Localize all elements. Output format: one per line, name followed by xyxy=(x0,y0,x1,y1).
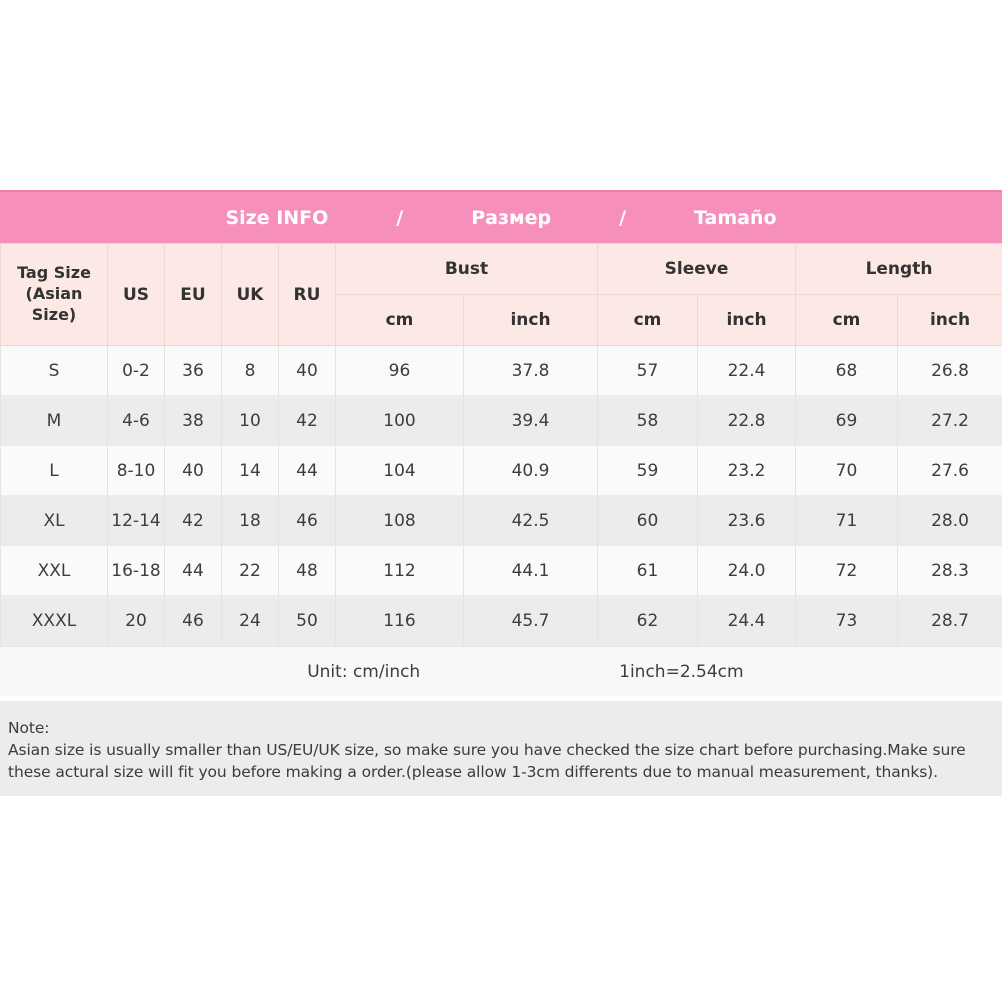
table-cell: 59 xyxy=(598,446,698,496)
tag-size-line2: (Asian Size) xyxy=(25,284,83,324)
col-header-ru: RU xyxy=(279,244,336,346)
col-header-bust-inch: inch xyxy=(464,295,598,346)
table-cell: 20 xyxy=(108,596,165,646)
table-cell: 57 xyxy=(598,346,698,396)
table-cell: 68 xyxy=(796,346,898,396)
table-cell: 24.4 xyxy=(698,596,796,646)
table-cell: 40 xyxy=(165,446,222,496)
table-row xyxy=(1,596,1002,646)
col-header-length-inch: inch xyxy=(898,295,1002,346)
table-cell: L xyxy=(1,446,108,496)
table-cell: 96 xyxy=(336,346,464,396)
table-cell: 50 xyxy=(279,596,336,646)
tag-size-line1: Tag Size xyxy=(17,263,91,283)
table-cell: 14 xyxy=(222,446,279,496)
table-cell: 48 xyxy=(279,546,336,596)
table-cell: 16-18 xyxy=(108,546,165,596)
title-tamano: Tamaño xyxy=(694,206,777,229)
col-header-bust: Bust xyxy=(336,244,598,295)
size-table-header xyxy=(1,244,1002,346)
table-cell: 0-2 xyxy=(108,346,165,396)
table-cell: 73 xyxy=(796,596,898,646)
title-size-info: Size INFO xyxy=(225,206,329,229)
table-row xyxy=(1,546,1002,596)
table-cell: 44 xyxy=(279,446,336,496)
table-cell: 42.5 xyxy=(464,496,598,546)
table-cell: 108 xyxy=(336,496,464,546)
col-header-us: US xyxy=(108,244,165,346)
table-cell: 100 xyxy=(336,396,464,446)
table-cell: 8 xyxy=(222,346,279,396)
col-header-eu: EU xyxy=(165,244,222,346)
unit-label: Unit: cm/inch xyxy=(307,661,421,682)
table-cell: 27.6 xyxy=(898,446,1002,496)
col-header-sleeve-cm: cm xyxy=(598,295,698,346)
table-cell: 28.0 xyxy=(898,496,1002,546)
table-cell: 70 xyxy=(796,446,898,496)
table-cell: 23.2 xyxy=(698,446,796,496)
title-razmer: Размер xyxy=(471,206,552,229)
table-cell: 104 xyxy=(336,446,464,496)
table-cell: XXL xyxy=(1,546,108,596)
table-cell: 46 xyxy=(165,596,222,646)
table-cell: 22.4 xyxy=(698,346,796,396)
col-header-tag-size xyxy=(1,244,108,346)
size-table-body xyxy=(1,346,1002,646)
table-cell: 42 xyxy=(279,396,336,446)
table-cell: 62 xyxy=(598,596,698,646)
table-cell: M xyxy=(1,396,108,446)
table-cell: 37.8 xyxy=(464,346,598,396)
unit-row xyxy=(0,646,1002,696)
table-cell: 71 xyxy=(796,496,898,546)
table-cell: XL xyxy=(1,496,108,546)
col-header-sleeve-inch: inch xyxy=(698,295,796,346)
table-cell: 8-10 xyxy=(108,446,165,496)
table-cell: 44.1 xyxy=(464,546,598,596)
col-header-bust-cm: cm xyxy=(336,295,464,346)
table-cell: 42 xyxy=(165,496,222,546)
table-cell: 45.7 xyxy=(464,596,598,646)
title-bar xyxy=(0,190,1002,243)
table-cell: 116 xyxy=(336,596,464,646)
table-cell: 27.2 xyxy=(898,396,1002,446)
table-cell: 38 xyxy=(165,396,222,446)
table-cell: 58 xyxy=(598,396,698,446)
table-cell: 72 xyxy=(796,546,898,596)
title-slash: / xyxy=(619,206,627,229)
table-cell: 46 xyxy=(279,496,336,546)
col-header-length: Length xyxy=(796,244,1002,295)
table-cell: 39.4 xyxy=(464,396,598,446)
col-header-uk: UK xyxy=(222,244,279,346)
table-row xyxy=(1,396,1002,446)
table-cell: 24.0 xyxy=(698,546,796,596)
title-slash: / xyxy=(396,206,404,229)
table-cell: 40.9 xyxy=(464,446,598,496)
table-cell: 61 xyxy=(598,546,698,596)
table-cell: 12-14 xyxy=(108,496,165,546)
table-row xyxy=(1,346,1002,396)
size-chart-page xyxy=(0,190,1002,796)
table-cell: 23.6 xyxy=(698,496,796,546)
table-cell: 60 xyxy=(598,496,698,546)
conversion-label: 1inch=2.54cm xyxy=(619,661,744,682)
size-table xyxy=(0,243,1002,646)
col-header-length-cm: cm xyxy=(796,295,898,346)
table-cell: 28.3 xyxy=(898,546,1002,596)
table-row xyxy=(1,496,1002,546)
table-cell: 44 xyxy=(165,546,222,596)
table-cell: 22.8 xyxy=(698,396,796,446)
table-cell: 26.8 xyxy=(898,346,1002,396)
table-cell: 112 xyxy=(336,546,464,596)
table-cell: 36 xyxy=(165,346,222,396)
table-cell: 40 xyxy=(279,346,336,396)
table-cell: 18 xyxy=(222,496,279,546)
table-row xyxy=(1,446,1002,496)
note-line: Asian size is usually smaller than US/EU/UK size, so make sure you have checked the size chart before purchasing.Make sure xyxy=(8,741,966,759)
table-cell: S xyxy=(1,346,108,396)
table-cell: 24 xyxy=(222,596,279,646)
table-cell: 10 xyxy=(222,396,279,446)
table-cell: 4-6 xyxy=(108,396,165,446)
note-line: these actural size will fit you before making a order.(please allow 1-3cm differents due to manual measurement, thanks). xyxy=(8,763,938,781)
col-header-sleeve: Sleeve xyxy=(598,244,796,295)
table-cell: 28.7 xyxy=(898,596,1002,646)
table-cell: 69 xyxy=(796,396,898,446)
table-cell: XXXL xyxy=(1,596,108,646)
note-section xyxy=(0,701,1002,796)
note-title: Note: xyxy=(8,719,50,737)
table-cell: 22 xyxy=(222,546,279,596)
